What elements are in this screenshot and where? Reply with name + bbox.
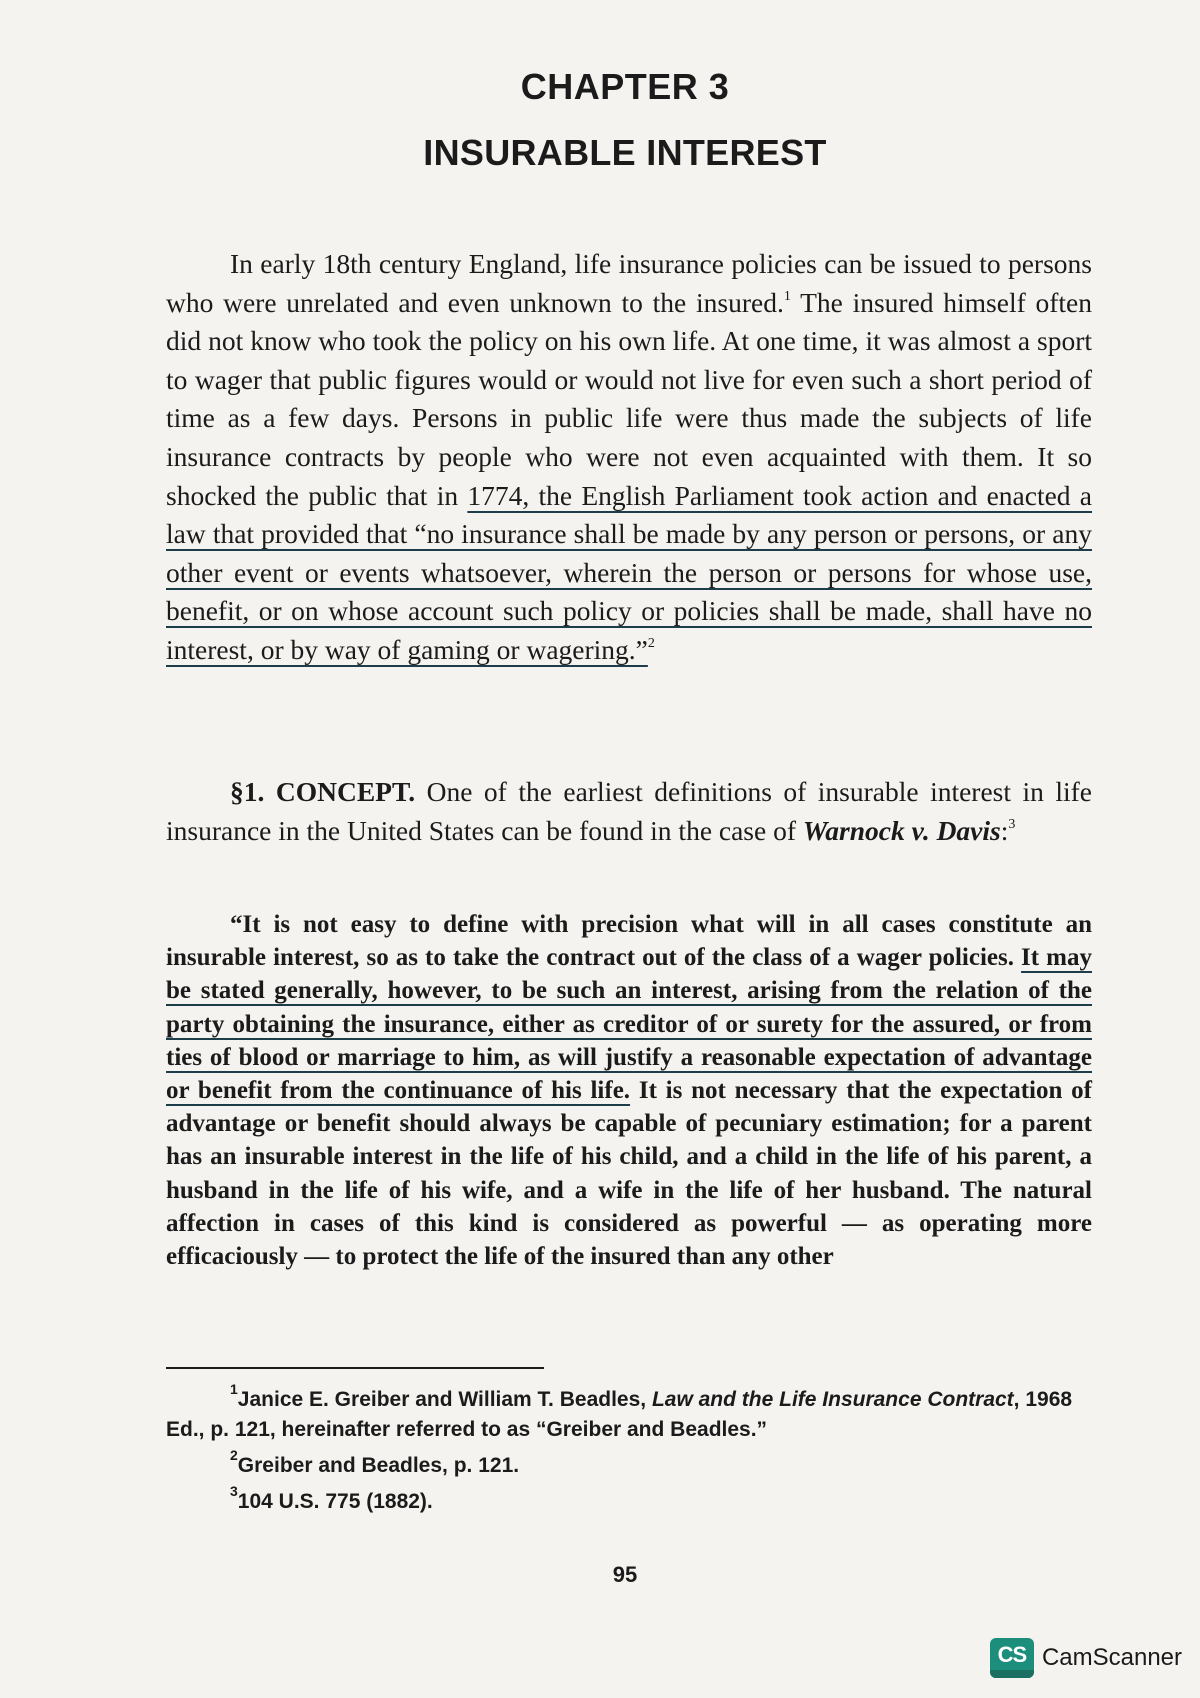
footnote-number: 2 — [230, 1447, 238, 1463]
footnote-text: Janice E. Greiber and William T. Beadles, — [237, 1388, 652, 1411]
footnote-text: Greiber and Beadles, p. 121. — [237, 1454, 520, 1477]
concept-paragraph — [166, 773, 1092, 850]
underlined-statute-quote: 1774, the English Parliament took action and enacted a law that provided that “no insurance shall be made by any person or persons, or any other event or events whatsoever, wherein the person or persons for whose use, benefit, or on whose account such policy or policies shall be made, shall have no interest, or by way of gaming or wagering.” — [166, 479, 1092, 665]
quote-text-start: “It is not easy to define with precision what will in all cases constitute an insurable interest, so as to take the contract out of the class of a wager policies. — [166, 911, 1092, 972]
footnote-2 — [166, 1447, 1092, 1481]
intro-text-middle: The insured himself often did not know who took the policy on his own life. At one time, it was almost a sport to wager that public figures would or would not live for even such a short period of time as a few days. Persons in public life were thus made the subjects of life insurance contracts by people who were not even acquainted with them. It so shocked the public that in — [166, 286, 1092, 511]
block-quote — [166, 908, 1092, 1273]
footnote-number: 3 — [230, 1483, 238, 1499]
footnote-ref-3: 3 — [1008, 816, 1016, 832]
footnote-divider — [166, 1367, 544, 1369]
page-number: 95 — [612, 1562, 638, 1587]
case-colon: : — [1000, 814, 1009, 846]
footnote-ref-2: 2 — [647, 635, 655, 651]
footnote-book-title: Law and the Life Insurance Contract — [651, 1388, 1014, 1411]
intro-paragraph — [166, 245, 1092, 670]
concept-text: One of the earliest definitions of insurable interest in life insurance in the United States can be found in the case of — [166, 776, 1093, 846]
camscanner-watermark — [990, 1636, 1182, 1680]
watermark-label: CamScanner — [1041, 1644, 1182, 1671]
footnotes — [166, 1381, 1092, 1523]
underlined-definition: It may be stated generally, however, to be such an interest, arising from the relation of the party obtaining the insurance, either as creditor of or surety for the assured, or from ties of blood or marriage to him, as will justify a reasonable expectation of advantage or benefit from the continuance of his life. — [166, 944, 1092, 1105]
chapter-title: INSURABLE INTEREST — [423, 132, 827, 173]
footnote-text-end: , 1968 Ed., p. 121, hereinafter referred to as “Greiber and Beadles.” — [166, 1388, 1073, 1441]
quote-text-end: It is not necessary that the expectation of advantage or benefit should always be capable of pecuniary estimation; for a parent has an insurable interest in the life of his child, and a child in the life of his parent, a husband in the life of his wife, and a wife in the life of her husband. The natural affection in cases of this kind is considered as powerful — as operating more efficaciously — to protect the life of the insured than any other — [166, 1077, 1092, 1271]
footnote-number: 1 — [230, 1381, 238, 1397]
footnote-text: 104 U.S. 775 (1882). — [237, 1490, 433, 1513]
footnote-3 — [166, 1483, 1092, 1517]
case-name: Warnock v. Davis — [802, 814, 1001, 846]
logo-text: CS — [997, 1642, 1027, 1667]
footnote-1 — [166, 1381, 1092, 1445]
chapter-number: CHAPTER 3 — [520, 66, 730, 107]
intro-text-start: In early 18th century England, life insurance policies can be issued to persons who were unrelated and even unknown to the insured. — [166, 248, 1092, 318]
camscanner-logo-icon — [990, 1638, 1034, 1678]
section-heading: §1. CONCEPT. — [230, 776, 416, 807]
footnote-ref-1: 1 — [783, 288, 791, 304]
